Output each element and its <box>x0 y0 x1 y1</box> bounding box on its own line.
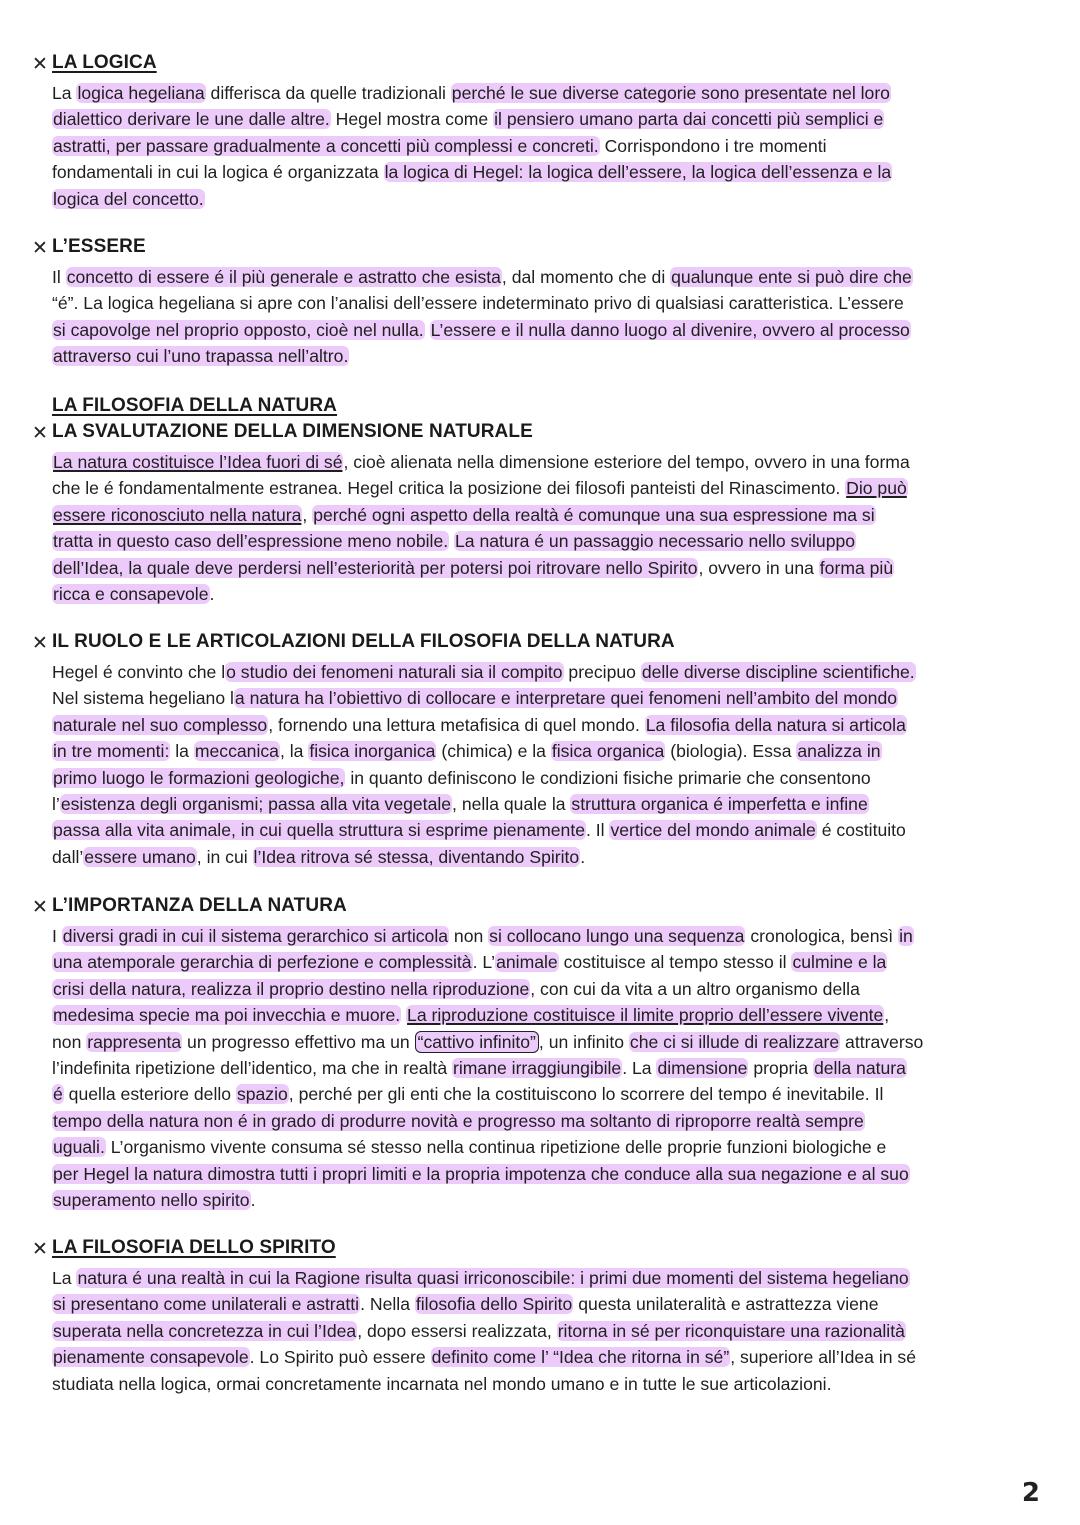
section-heading <box>30 395 1040 421</box>
section-filosofia-natura <box>30 395 1040 421</box>
text-segment: a natura ha l’obiettivo di collocare e interpretare quei fenomeni nell’ambito del mondo <box>234 688 898 709</box>
text-segment: essere riconosciuto nella natura <box>53 504 302 525</box>
text-segment: diversi gradi in cui il sistema gerarchico si articola <box>62 926 449 946</box>
section-title: L’IMPORTANZA DELLA NATURA <box>52 895 347 916</box>
text-segment: spazio <box>236 1084 288 1105</box>
page-number: 2 <box>1021 1478 1040 1508</box>
section-importanza-natura <box>30 895 1040 1213</box>
text-segment: precipuo <box>563 662 641 682</box>
text-segment: filosofia dello Spirito <box>415 1294 573 1315</box>
text-segment: , dal momento che di <box>501 267 671 287</box>
text-segment: attraverso <box>840 1031 924 1052</box>
text-segment: I <box>52 926 62 946</box>
text-segment: La filosofia della natura si articola <box>645 714 906 735</box>
text-segment: logica del concetto. <box>53 188 204 209</box>
section-svalutazione <box>30 421 1040 607</box>
check-mark-icon: ✕ <box>32 422 48 444</box>
text-segment: l’indefinita ripetizione dell’identico, ma che in realtà <box>52 1058 452 1079</box>
text-segment: struttura organica é imperfetta e infine <box>571 794 868 815</box>
text-segment: . Il <box>586 820 610 841</box>
section-logica <box>30 52 1040 212</box>
text-segment: , nella quale la <box>452 794 571 815</box>
text-segment: natura é una realtà in cui la Ragione risulta quasi irriconoscibile: i primi due momenti del sistema hegeliano <box>77 1268 909 1288</box>
section-ruolo-articolazioni <box>30 631 1040 870</box>
text-segment: esistenza degli organismi; passa alla vita vegetale <box>60 794 452 815</box>
text-segment: che ci si illude di realizzare <box>629 1031 840 1052</box>
section-heading <box>30 631 1040 657</box>
text-segment: si capovolge nel proprio opposto, cioè nel nulla. <box>53 319 424 340</box>
section-heading <box>30 421 1040 447</box>
text-segment: L’organismo vivente consuma sé stesso nella continua ripetizione delle proprie funzioni biologiche e <box>105 1137 887 1158</box>
text-segment: fisica inorganica <box>309 741 436 762</box>
text-segment: analizza in <box>797 741 881 762</box>
section-title: L’ESSERE <box>52 236 146 257</box>
text-segment: , dopo essersi realizzata, <box>357 1320 557 1341</box>
text-segment: questa unilateralità e astrattezza viene <box>573 1294 879 1315</box>
text-segment: , in cui <box>196 846 253 867</box>
text-segment: si collocano lungo una sequenza <box>489 926 745 946</box>
text-segment: la logica di Hegel: la logica dell’essere, la logica dell’essenza e la <box>384 162 892 183</box>
text-segment: Hegel é convinto che l <box>52 662 226 682</box>
text-segment: . <box>250 1190 256 1211</box>
section-heading <box>30 895 1040 921</box>
text-segment: concetto di essere é il più generale e astratto che esista <box>66 267 501 287</box>
text-segment: . Lo Spirito può essere <box>249 1347 431 1368</box>
text-segment: una atemporale gerarchia di perfezione e complessità <box>53 952 472 973</box>
text-segment: l’ <box>52 794 60 815</box>
text-segment: , superiore all’Idea in sé <box>730 1347 917 1368</box>
text-segment: , un infinito <box>538 1031 629 1052</box>
text-segment: , fornendo una lettura metafisica di quel mondo. <box>268 714 645 735</box>
text-segment: La riproduzione costituisce il limite proprio dell’essere vivente <box>407 1005 884 1026</box>
section-title: LA LOGICA <box>52 52 157 73</box>
text-segment: culmine e la <box>792 952 887 973</box>
check-mark-icon: ✕ <box>32 632 48 654</box>
text-segment: per Hegel la natura dimostra tutti i propri limiti e la propria impotenza che conduce alla sua negazione e al suo <box>53 1163 909 1184</box>
text-segment: rimane irraggiungibile <box>453 1058 622 1079</box>
text-segment: dall’ <box>52 846 84 867</box>
text-segment: naturale nel suo complesso <box>53 714 268 735</box>
text-segment: in <box>899 926 913 946</box>
text-segment: , perché per gli enti che la costituiscono lo scorrere del tempo é inevitabile. Il <box>288 1084 884 1105</box>
text-segment: La natura costituisce l’Idea fuori di sé <box>53 452 343 472</box>
text-segment: . L’ <box>472 952 496 973</box>
check-mark-icon: ✕ <box>32 1238 48 1260</box>
text-segment: é costituito <box>816 820 906 841</box>
text-segment: passa alla vita animale, in cui quella struttura si esprime pienamente <box>53 820 585 841</box>
text-segment: primo luogo le formazioni geologiche, <box>53 767 345 788</box>
text-segment: fondamentali in cui la logica é organizzata <box>52 162 384 183</box>
section-paragraph <box>52 449 1040 607</box>
text-segment: superata nella concretezza in cui l’Idea <box>53 1320 357 1341</box>
text-segment: un progresso effettivo ma un <box>182 1031 415 1052</box>
text-segment: in quanto definiscono le condizioni fisiche primarie che consentono <box>345 767 871 788</box>
text-segment: la <box>170 741 194 762</box>
text-segment: attraverso cui l’uno trapassa nell’altro. <box>53 346 349 367</box>
text-segment: superamento nello spirito <box>53 1190 250 1211</box>
text-segment: . <box>209 584 215 605</box>
text-segment: uguali. <box>53 1137 105 1158</box>
text-segment: non <box>449 926 489 946</box>
section-paragraph <box>52 264 1040 370</box>
text-segment: La <box>52 83 77 103</box>
text-segment: é <box>53 1084 63 1105</box>
text-segment: della natura <box>813 1058 906 1079</box>
text-segment: Dio può <box>846 478 907 499</box>
text-segment: Corrispondono i tre momenti <box>599 135 827 156</box>
text-segment: “cattivo infinito” <box>415 1031 539 1053</box>
text-segment: animale <box>496 952 558 973</box>
text-segment: perché le sue diverse categorie sono presentate nel loro <box>451 83 890 103</box>
text-segment: La natura é un passaggio necessario nello sviluppo <box>455 531 856 552</box>
section-paragraph <box>52 923 1040 1213</box>
text-segment: , con cui da vita a un altro organismo della <box>530 978 860 999</box>
text-segment: costituisce al tempo stesso il <box>558 952 792 973</box>
section-title: IL RUOLO E LE ARTICOLAZIONI DELLA FILOSOFIA DELLA NATURA <box>52 631 675 652</box>
text-segment: medesima specie ma poi invecchia e muore. <box>53 1005 401 1026</box>
text-segment: pienamente consapevole <box>53 1347 249 1368</box>
section-heading <box>30 236 1040 262</box>
section-title: LA FILOSOFIA DELLO SPIRITO <box>52 1237 336 1258</box>
section-title: LA SVALUTAZIONE DELLA DIMENSIONE NATURALE <box>52 421 533 442</box>
text-segment: Nel sistema hegeliano l <box>52 688 234 709</box>
text-segment: Hegel mostra come <box>330 109 494 130</box>
text-segment: . La <box>622 1058 657 1079</box>
text-segment: o studio dei fenomeni naturali sia il compito <box>226 662 563 682</box>
text-segment: delle diverse discipline scientifiche. <box>641 662 915 682</box>
text-segment: logica hegeliana <box>77 83 205 103</box>
text-segment: , la <box>279 741 309 762</box>
section-heading <box>30 1237 1040 1263</box>
text-segment: (biologia). Essa <box>665 741 797 762</box>
text-segment: ritorna in sé per riconquistare una razionalità <box>557 1320 905 1341</box>
text-segment: in tre momenti: <box>53 741 170 762</box>
text-segment: dimensione <box>657 1058 748 1079</box>
text-segment: astratti, per passare gradualmente a concetti più complessi e concreti. <box>53 135 599 156</box>
text-segment: crisi della natura, realizza il proprio destino nella riproduzione <box>53 978 530 999</box>
text-segment: fisica organica <box>551 741 665 762</box>
text-segment: qualunque ente si può dire che <box>671 267 912 287</box>
text-segment: , <box>884 1005 890 1026</box>
check-mark-icon: ✕ <box>32 896 48 918</box>
text-segment: perché ogni aspetto della realtà é comunque una sua espressione ma si <box>313 504 875 525</box>
text-segment: . <box>580 846 586 867</box>
section-filosofia-spirito <box>30 1237 1040 1397</box>
text-segment: il pensiero umano parta dai concetti più semplici e <box>494 109 884 130</box>
text-segment: dialettico derivare le une dalle altre. <box>53 109 330 130</box>
text-segment: tratta in questo caso dell’espressione meno nobile. <box>53 531 449 552</box>
text-segment: (chimica) e la <box>436 741 551 762</box>
text-segment: meccanica <box>194 741 279 762</box>
text-segment: rappresenta <box>87 1031 182 1052</box>
text-segment: essere umano <box>84 846 196 867</box>
section-paragraph <box>52 80 1040 212</box>
check-mark-icon: ✕ <box>32 53 48 75</box>
text-segment <box>425 320 430 340</box>
text-segment: dell’Idea, la quale deve perdersi nell’esteriorità per potersi poi ritrovare nello Spirito <box>53 557 698 578</box>
check-mark-icon: ✕ <box>32 237 48 259</box>
section-paragraph <box>52 1265 1040 1397</box>
text-segment: La <box>52 1268 77 1288</box>
text-segment: si presentano come unilaterali e astratti <box>53 1294 360 1315</box>
text-segment: l’Idea ritrova sé stessa, diventando Spirito <box>253 846 580 867</box>
text-segment: Il <box>52 267 66 287</box>
section-paragraph <box>52 659 1040 870</box>
text-segment: . Nella <box>360 1294 415 1315</box>
text-segment: ricca e consapevole <box>53 584 209 605</box>
text-segment: , cioè alienata nella dimensione esteriore del tempo, ovvero in una forma <box>343 452 910 472</box>
text-segment: vertice del mondo animale <box>610 820 816 841</box>
text-segment: che le é fondamentalmente estranea. Hegel critica la posizione dei filosofi panteisti del Rinascimento. <box>52 478 846 499</box>
text-segment: , ovvero in una <box>698 557 819 578</box>
text-segment: , <box>302 504 313 525</box>
text-segment: non <box>52 1031 87 1052</box>
text-segment: definito come l’ “Idea che ritorna in sé” <box>431 1347 730 1368</box>
section-title: LA FILOSOFIA DELLA NATURA <box>52 395 338 416</box>
text-segment: studiata nella logica, ormai concretamente incarnata nel mondo umano e in tutte le sue articolazioni. <box>52 1373 832 1394</box>
section-essere <box>30 236 1040 370</box>
text-segment: “é”. La logica hegeliana si apre con l’analisi dell’essere indeterminato privo di qualsiasi caratteristica. L’essere <box>52 293 904 314</box>
text-segment: L’essere e il nulla danno luogo al divenire, ovvero al processo <box>430 319 910 340</box>
text-segment: propria <box>748 1058 813 1079</box>
text-segment: differisca da quelle tradizionali <box>205 83 451 103</box>
text-segment: quella esteriore dello <box>63 1084 236 1105</box>
text-segment: tempo della natura non é in grado di produrre novità e progresso ma soltanto di riproporre realtà sempre <box>53 1110 864 1131</box>
text-segment: cronologica, bensì <box>745 926 899 946</box>
text-segment: forma più <box>819 557 894 578</box>
section-heading <box>30 52 1040 78</box>
